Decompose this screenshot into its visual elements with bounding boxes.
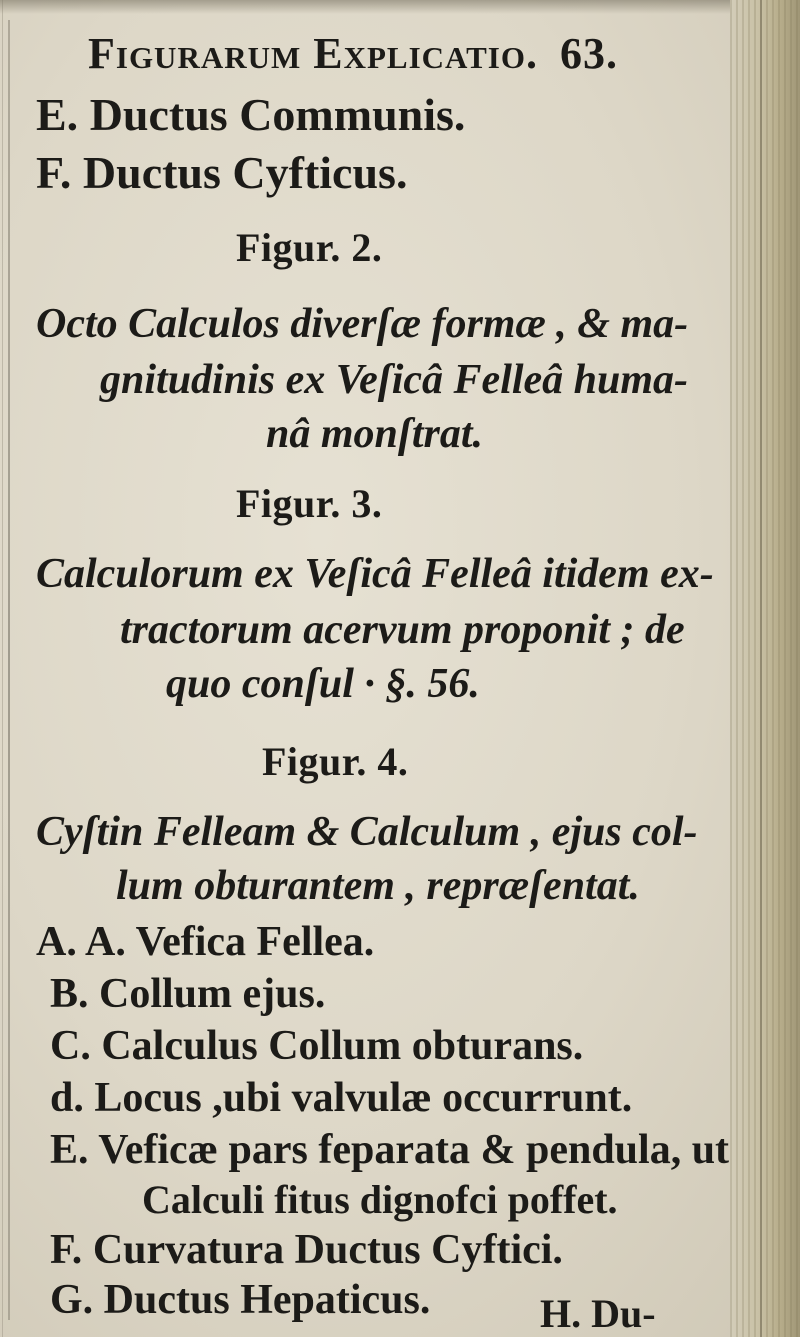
item-letter: B. (50, 971, 89, 1017)
list-item (50, 1126, 729, 1174)
item-text: Vefica Fellea. (135, 919, 375, 965)
list-item (50, 1022, 583, 1070)
item-text: Ductus Hepaticus. (103, 1277, 431, 1323)
list-item (50, 970, 325, 1018)
page-number: 63. (560, 29, 618, 78)
top-shadow (0, 0, 800, 14)
fig2-line-1: Octo Calculos diverſæ formæ , & ma- (36, 301, 689, 347)
item-letter: d. (50, 1075, 84, 1121)
item-letter: C. (50, 1023, 91, 1069)
fig2-line-3: nâ monſtrat. (266, 411, 484, 457)
item-letter: E. (50, 1127, 89, 1173)
gutter-line (8, 20, 10, 1320)
item-text: Ductus Communis. (89, 89, 466, 140)
item-text: Veficæ pars feparata & pendula, ut (98, 1127, 730, 1173)
list-item (50, 1226, 563, 1274)
list-item (50, 1276, 430, 1324)
catchword: H. Du- (540, 1291, 656, 1336)
page-right-edge (730, 0, 800, 1337)
fig4-line-1: Cyſtin Felleam & Calculum , ejus col- (36, 809, 698, 855)
list-item (36, 146, 407, 199)
header-title: Figurarum Explicatio. (88, 29, 538, 78)
item-letter: F. (36, 147, 72, 198)
item-text: Calculus Collum obturans. (101, 1023, 584, 1069)
list-item (36, 918, 374, 966)
fig3-line-1: Calculorum ex Veſicâ Felleâ itidem ex- (36, 551, 714, 597)
fig3-line-3: quo conſul · §. 56. (166, 661, 480, 707)
item-letter: F. (50, 1227, 83, 1273)
list-item (36, 88, 465, 141)
page-edge-line (2, 0, 3, 1337)
figure-caption-4: Figur. 4. (262, 739, 409, 784)
item-text: Ductus Cyfticus. (82, 147, 408, 198)
running-header (88, 28, 618, 79)
figure-caption-3: Figur. 3. (236, 481, 383, 526)
item-text: Collum ejus. (99, 971, 326, 1017)
fig2-line-2: gnitudinis ex Veſicâ Felleâ huma- (100, 357, 689, 403)
item-letter: G. (50, 1277, 94, 1323)
list-item-continuation: Calculi fitus dignofci poffet. (142, 1177, 618, 1222)
figure-caption-2: Figur. 2. (236, 225, 383, 270)
item-text: Curvatura Ductus Cyftici. (92, 1227, 563, 1273)
fig3-line-2: tractorum acervum proponit ; de (120, 607, 685, 653)
fig4-line-2: lum obturantem , repræſentat. (116, 863, 640, 909)
list-item (50, 1074, 632, 1122)
item-text: Locus ,ubi valvulæ occurrunt. (94, 1075, 633, 1121)
item-letter: A. A. (36, 919, 126, 965)
item-letter: E. (36, 89, 79, 140)
